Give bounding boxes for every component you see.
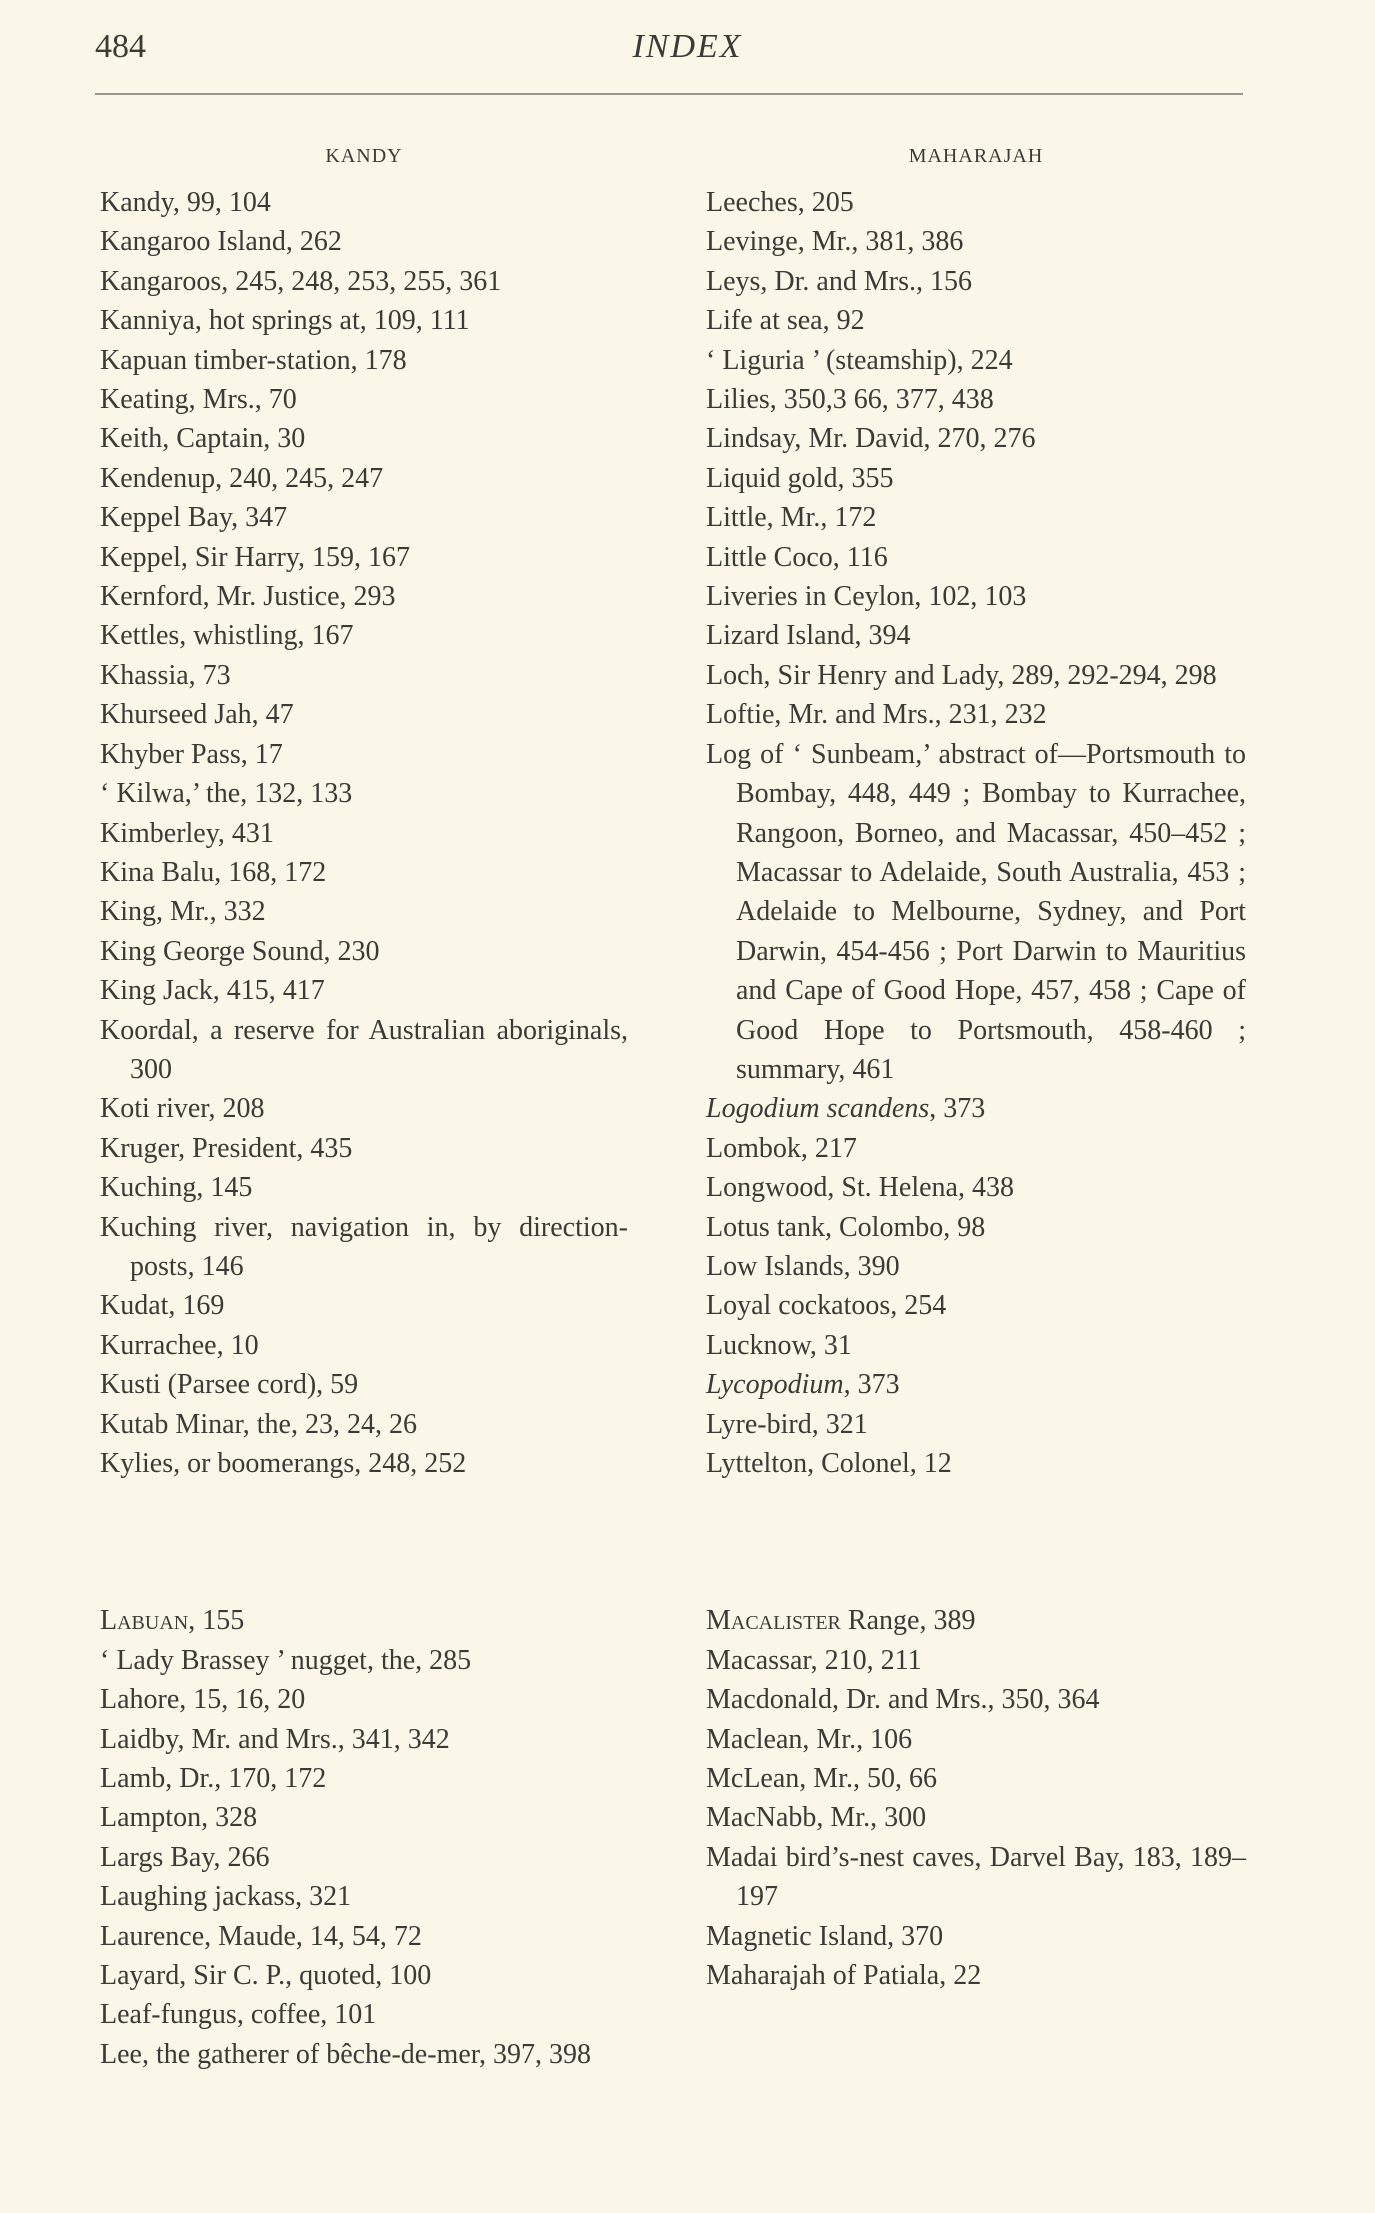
entry-group-la	[100, 1601, 628, 2074]
index-entry: Lombok, 217	[706, 1132, 857, 1164]
index-entry: Keppel Bay, 347	[100, 502, 288, 534]
index-entry: Kuching river, navigation in, by direction-posts, 146	[100, 1211, 628, 1282]
index-entry: Keppel, Sir Harry, 159, 167	[100, 541, 411, 573]
index-entry: Kandy, 99, 104	[100, 187, 271, 218]
index-entry: Layard, Sir C. P., quoted, 100	[100, 1960, 432, 1992]
index-entry: Maharajah of Patiala, 22	[706, 1960, 982, 1992]
entry-group-k	[100, 183, 628, 1483]
right-column-heading: MAHARAJAH	[908, 145, 1044, 167]
index-entry: Leys, Dr. and Mrs., 156	[706, 265, 972, 297]
index-entry: Kangaroos, 245, 248, 253, 255, 361	[100, 265, 502, 297]
entry-group-le	[706, 183, 1246, 1483]
index-entry: Low Islands, 390	[706, 1250, 900, 1282]
index-entry: Lindsay, Mr. David, 270, 276	[706, 423, 1036, 455]
index-entry: Koordal, a reserve for Australian aboriginals, 300	[100, 1014, 628, 1085]
index-entry: Lyre-bird, 321	[706, 1408, 868, 1440]
index-entry: Kuching, 145	[100, 1172, 253, 1204]
index-entry: Leeches, 205	[706, 187, 854, 218]
index-entry: Lampton, 328	[100, 1802, 258, 1834]
index-entry: McLean, Mr., 50, 66	[706, 1763, 937, 1795]
index-entry: Koti river, 208	[100, 1093, 265, 1125]
index-entry: Keith, Captain, 30	[100, 423, 306, 455]
index-entry: MacNabb, Mr., 300	[706, 1802, 927, 1834]
index-entry: Magnetic Island, 370	[706, 1920, 944, 1952]
entry-group-ma	[706, 1601, 1246, 1995]
index-entry: Kruger, President, 435	[100, 1132, 353, 1164]
index-entry: Laidby, Mr. and Mrs., 341, 342	[100, 1723, 450, 1755]
index-entry: Lee, the gatherer of bêche-de-mer, 397, 398	[100, 2038, 591, 2070]
index-entry: Kettles, whistling, 167	[100, 620, 354, 652]
index-entry: Khurseed Jah, 47	[100, 699, 294, 731]
index-entry: Life at sea, 92	[706, 305, 865, 337]
index-entry: Kylies, or boomerangs, 248, 252	[100, 1448, 467, 1479]
index-entry: Maclean, Mr., 106	[706, 1723, 913, 1755]
index-entry: Leaf-fungus, coffee, 101	[100, 1999, 377, 2031]
index-entry: Largs Bay, 266	[100, 1841, 270, 1873]
index-entry: Khyber Pass, 17	[100, 738, 283, 770]
index-entry: Lycopodium, 373	[706, 1369, 900, 1401]
index-entry: Lizard Island, 394	[706, 620, 911, 652]
index-entry: King, Mr., 332	[100, 896, 266, 928]
index-entry: Lucknow, 31	[706, 1329, 852, 1361]
index-entry: Laughing jackass, 321	[100, 1881, 352, 1913]
index-entry: King George Sound, 230	[100, 935, 380, 967]
index-entry: King Jack, 415, 417	[100, 975, 325, 1007]
header-rule	[95, 93, 1243, 95]
index-entry: Kina Balu, 168, 172	[100, 856, 327, 888]
index-entry: Little Coco, 116	[706, 541, 888, 573]
index-entry: Kurrachee, 10	[100, 1329, 259, 1361]
index-entry: Khassia, 73	[100, 659, 231, 691]
index-entry: Macassar, 210, 211	[706, 1644, 922, 1676]
page-number: 484	[95, 28, 146, 65]
index-entry: Lilies, 350,3 66, 377, 438	[706, 384, 994, 416]
index-entry: Loch, Sir Henry and Lady, 289, 292-294, 298	[706, 659, 1217, 691]
index-entry: Keating, Mrs., 70	[100, 384, 297, 416]
index-entry: ‘ Lady Brassey ’ nugget, the, 285	[100, 1644, 472, 1676]
index-entry: Macalister Range, 389	[706, 1605, 976, 1637]
index-entry: Kapuan timber-station, 178	[100, 344, 407, 376]
index-entry: Levinge, Mr., 381, 386	[706, 226, 964, 258]
section-gap	[100, 1483, 628, 1601]
left-column	[100, 143, 628, 2074]
index-entry: Kimberley, 431	[100, 817, 274, 849]
index-entry: Kutab Minar, the, 23, 24, 26	[100, 1408, 417, 1440]
index-entry: Lyttelton, Colonel, 12	[706, 1448, 952, 1479]
page-title: INDEX	[632, 28, 743, 65]
index-entry: Liquid gold, 355	[706, 462, 894, 494]
index-entry: Kanniya, hot springs at, 109, 111	[100, 305, 470, 337]
index-entry: Lotus tank, Colombo, 98	[706, 1211, 986, 1243]
index-entry: Loyal cockatoos, 254	[706, 1290, 947, 1322]
index-entry: Kernford, Mr. Justice, 293	[100, 581, 396, 613]
index-entry: ‘ Kilwa,’ the, 132, 133	[100, 778, 353, 810]
index-entry: Kangaroo Island, 262	[100, 226, 342, 258]
index-entry: Labuan, 155	[100, 1605, 245, 1637]
index-entry: Madai bird’s-nest caves, Darvel Bay, 183, 189–197	[706, 1841, 1246, 1913]
index-entry: Little, Mr., 172	[706, 502, 877, 534]
index-entry: Kendenup, 240, 245, 247	[100, 462, 384, 494]
index-entry: Macdonald, Dr. and Mrs., 350, 364	[706, 1684, 1100, 1716]
index-entry: Logodium scandens, 373	[706, 1093, 986, 1125]
left-column-heading: KANDY	[325, 145, 403, 167]
index-entry: Lamb, Dr., 170, 172	[100, 1763, 327, 1795]
index-entry: Loftie, Mr. and Mrs., 231, 232	[706, 699, 1047, 731]
index-entry: Kudat, 169	[100, 1290, 225, 1322]
index-entry: Kusti (Parsee cord), 59	[100, 1369, 359, 1401]
index-entry: ‘ Liguria ’ (steamship), 224	[706, 344, 1013, 376]
index-entry: Log of ‘ Sunbeam,’ abstract of—Portsmouth to Bombay, 448, 449 ; Bombay to Kurrachee, Rangoon, Borneo, and Macassar, 450–452 ; Macassar to Adelaide, South Australia, 453 ; Adelaide to Melbourne, Sydney, and Port Darwin, 454-456 ; Port Darwin to Mauritius and Cape of Good Hope, 457, 458 ; Cape of Good Hope to Portsmouth, 458-460 ; summary, 461	[706, 738, 1246, 1085]
index-entry: Liveries in Ceylon, 102, 103	[706, 581, 1027, 613]
index-entry: Longwood, St. Helena, 438	[706, 1172, 1014, 1204]
index-entry: Laurence, Maude, 14, 54, 72	[100, 1920, 422, 1952]
section-gap	[706, 1483, 1246, 1601]
index-entry: Lahore, 15, 16, 20	[100, 1684, 306, 1716]
right-column	[706, 143, 1246, 1995]
